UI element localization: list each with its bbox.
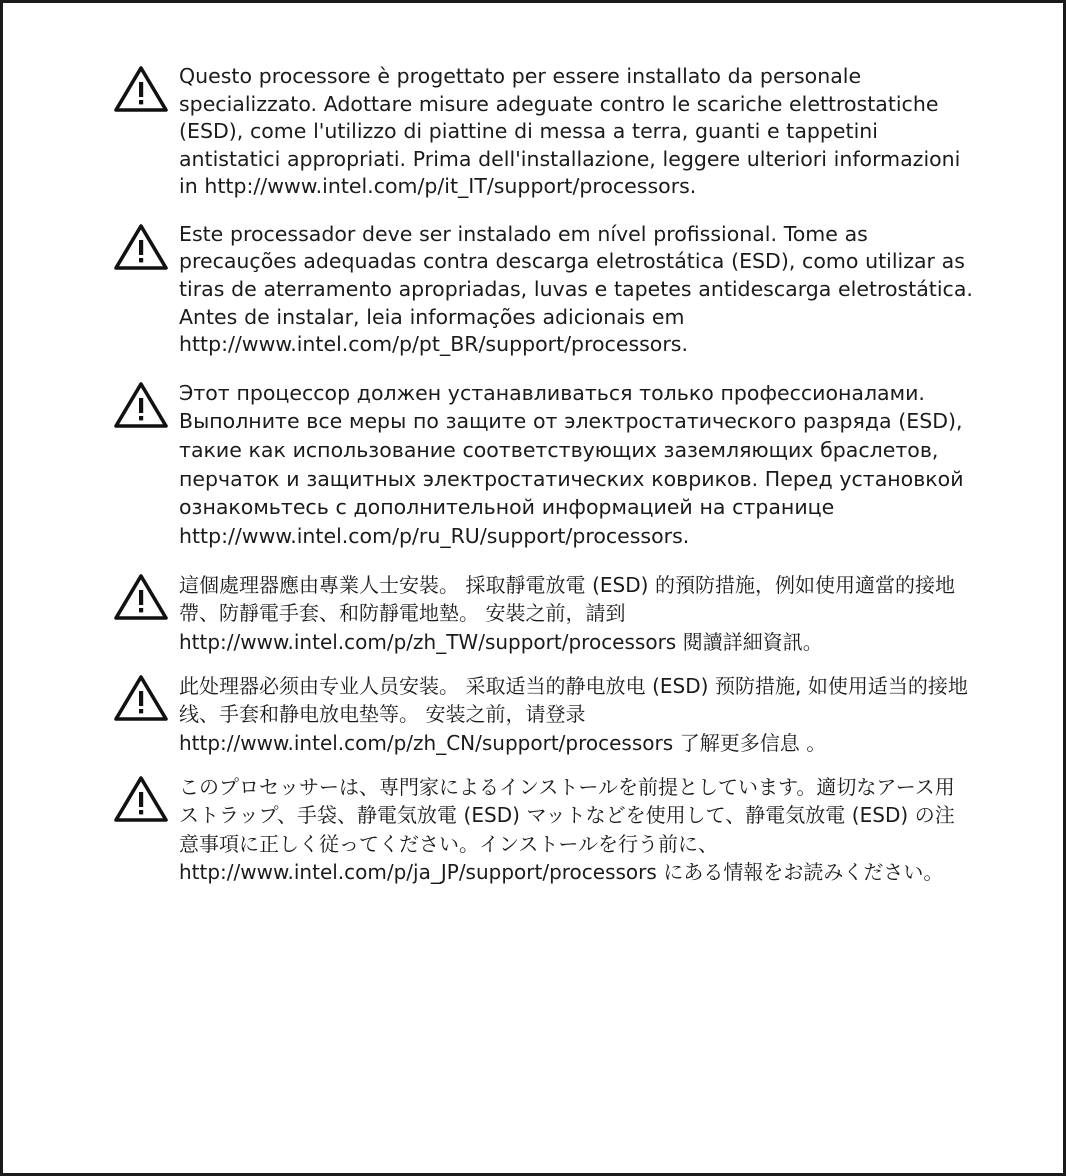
warning-triangle-icon — [113, 223, 169, 271]
warning-triangle-icon — [113, 674, 169, 722]
notice-russian — [113, 379, 973, 551]
warning-triangle-icon — [113, 65, 169, 113]
warning-triangle-icon — [113, 381, 169, 429]
notice-text: Questo processore è progettato per essere installato da personale specializzato. Adottare misure adeguate contro le scariche elettrostatiche (ESD), come l'utilizzo di piattine di messa a terra, guanti e tappetini antistatici appropriati. Prima dell'installazione, leggere ulteriori informazioni in http://www.intel.com/p/it_IT/support/processors. — [179, 64, 961, 199]
notice-chinese-traditional — [113, 571, 973, 656]
notice-japanese — [113, 773, 973, 887]
notice-text: Этот процессор должен устанавливаться только профессионалами. Выполните все меры по защите от электростатического разряда (ESD), такие как использование соответствующих заземляющих браслетов, перчаток и защитных электростатических ковриков. Перед установкой ознакомьтесь с дополнительной информацией на странице http://www.intel.com/p/ru_RU/support/processors. — [179, 380, 964, 549]
warning-triangle-icon — [113, 775, 169, 823]
warning-triangle-icon — [113, 573, 169, 621]
notice-italian — [113, 63, 973, 201]
notice-text: Este processador deve ser instalado em nível profissional. Tome as precauções adequadas contra descarga eletrostática (ESD), como utilizar as tiras de aterramento apropriadas, luvas e tapetes antidescarga eletrostática. Antes de instalar, leia informações adicionais em http://www.intel.com/p/pt_BR/support/processors. — [179, 221, 973, 357]
notices-container — [113, 63, 973, 887]
notice-chinese-simplified — [113, 672, 973, 757]
notice-portuguese — [113, 221, 973, 359]
notice-text: このプロセッサーは、専門家によるインストールを前提としています。適切なアース用ストラップ、手袋、静電気放電 (ESD) マットなどを使用して、静電気放電 (ESD) の注意事項に正しく従ってください。インストールを行う前に、http://www.intel.com/p/ja_JP/support/processors にある情報をお読みください。 — [179, 775, 955, 885]
notice-text: 此处理器必须由专业人员安装。 采取适当的静电放电 (ESD) 预防措施, 如使用适当的接地线、手套和静电放电垫等。 安装之前，请登录 http://www.intel.com/p/zh_CN/support/processors 了解更多信息 。 — [179, 673, 968, 755]
notice-text: 這個處理器應由專業人士安裝。 採取靜電放電 (ESD) 的預防措施，例如使用適當的接地帶、防靜電手套、和防靜電地墊。 安裝之前，請到 http://www.intel.com/p/zh_TW/support/processors 閱讀詳細資訊。 — [179, 572, 956, 654]
